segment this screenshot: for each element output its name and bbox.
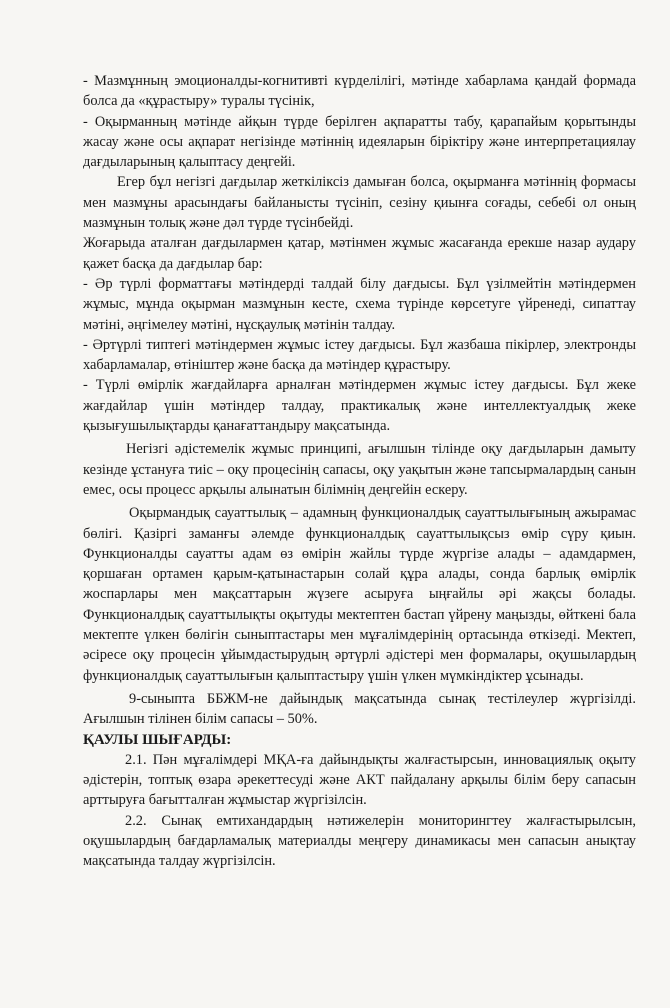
paragraph-life-situations-skill: - Түрлі өмірлік жағдайларға арналған мәтіндермен жұмыс істеу дағдысы. Бұл жеке жағдайлар үшін мәтіндер талдау, практикалық және интеллектуалдық жеке қызығушылықтарды қанағаттандыру мақсатында.	[83, 377, 636, 435]
paragraph-format-skill: - Әр түрлі форматтағы мәтіндерді талдай білу дағдысы. Бұл үзілмейтін мәтіндермен жұмыс, мұнда оқырман мазмұнын кесте, схема түрінде көрсетуге үйренеді, сипаттау мәтіні, әңгімелеу мәтіні, нұсқаулық мәтінін талдау.	[83, 275, 636, 333]
paragraph-reading-literacy: Оқырмандық сауаттылық – адамның функционалдық сауаттылығының ажырамас бөлігі. Қазіргі заманғы әлемде функционалдық сауаттылықсыз өмір сүру қиын. Функционалды сауатты адам өз өмірін жайлы түрде жүргізе алады – адамдармен, қоршаған ортамен қарым-қатынастарын солай құра алады, сонда барлық өмірлік жоспарлары мен мақсаттарын жүзеге асыруға ыңғайлы әрі жақсы болады. Функционалдық сауаттылықты оқытуды мектептен бастап үйрену маңызды, өйткені бала мектепте үлкен бөлігін сыныптастары мен мұғалімдерінің ортасында өткізеді. Мектеп, әсіресе оқу процесін ұйымдастырудың әртүрлі әдістері мен формалары, оқушылардың функционалдық сауаттылығын қалыптастыру үшін үлкен мүмкіндіктер ұсынады.	[83, 505, 636, 684]
resolution-item-2-2: 2.2. Сынақ емтихандардың нәтижелерін мониторингтеу жалғастырылсын, оқушылардың бағдарламалық материалды меңгеру динамикасы мен сапасын анықтау мақсатында талдау жүргізілсін.	[83, 812, 636, 870]
paragraph-other-skills: Жоғарыда аталған дағдылармен қатар, мәтінмен жұмыс жасағанда ерекше назар аудару қажет басқа да дағдылар бар:	[83, 235, 636, 272]
paragraph-methodology-principle: Негізгі әдістемелік жұмыс принципі, ағылшын тілінде оқу дағдыларын дамыту кезінде ұстануға тиіс – оқу процесінің сапасы, оқу уақытын және тапсырмалардың санын емес, осы процесс арқылы алынатын білімнің деңгейін ескеру.	[83, 441, 636, 498]
document-body	[83, 71, 636, 872]
paragraph-test-results: 9-сыныпта ББЖМ-не дайындық мақсатында сынақ тестілеулер жүргізілді. Ағылшын тілінен білім сапасы – 50%.	[83, 690, 636, 728]
paragraph-reader-skills: - Оқырманның мәтінде айқын түрде берілген ақпаратты табу, қарапайым қорытынды жасау және осы ақпарат негізінде мәтіннің идеяларын біріктіру және интерпретациялау дағдыларының қалыптасу деңгейі.	[83, 113, 636, 171]
resolution-heading: ҚАУЛЫ ШЫҒАРДЫ:	[83, 731, 232, 748]
resolution-item-2-1: 2.1. Пән мұғалімдері МҚА-ға дайындықты жалғастырсын, инновациялық оқыту әдістерін, топтық өзара әрекеттесуді және АКТ пайдалану арқылы білім беру сапасын арттыруға бағытталған жұмыстар жүргізілсін.	[83, 751, 636, 809]
paragraph-text-types-skill: - Әртүрлі типтегі мәтіндермен жұмыс істеу дағдысы. Бұл жазбаша пікірлер, электронды хабарламалар, өтініштер және басқа да мәтіндер құрастыру.	[83, 336, 636, 374]
paragraph-emotional-cognitive: - Мазмұнның эмоционалды-когнитивті күрделілігі, мәтінде хабарлама қандай формада болса да «құрастыру» туралы түсінік,	[83, 73, 636, 110]
paragraph-basic-skills: Егер бұл негізгі дағдылар жеткіліксіз дамыған болса, оқырманға мәтіннің формасы мен мазмұны арасындағы байланысты түсініп, сезіну қиынға соғады, себебі ол оның мазмұнын толық және дәл түрде түсінбейді.	[83, 174, 636, 232]
